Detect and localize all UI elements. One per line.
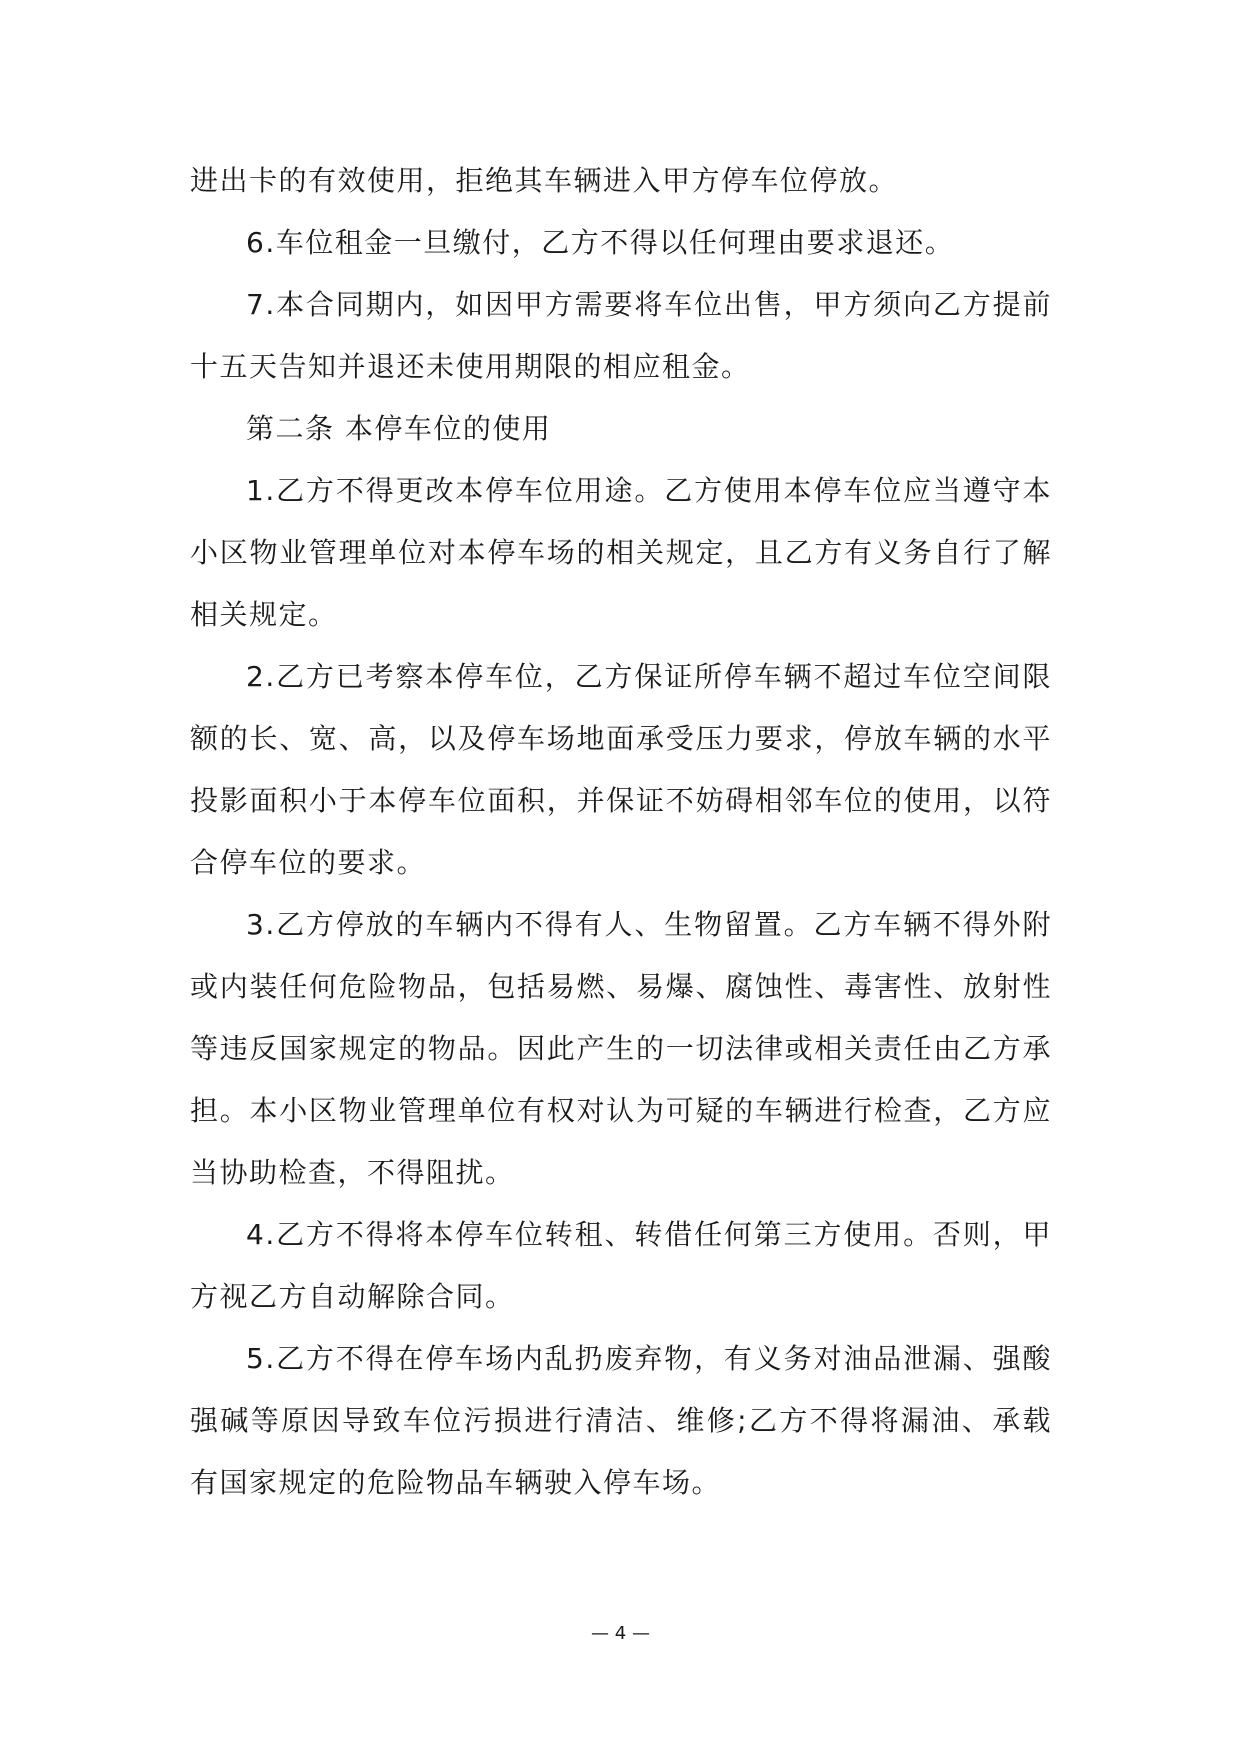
paragraph-usage-4: 4.乙方不得将本停车位转租、转借任何第三方使用。否则，甲方视乙方自动解除合同。: [190, 1218, 1052, 1313]
document-body: [190, 150, 1052, 1514]
paragraph-clause-6: 6.车位租金一旦缴付，乙方不得以任何理由要求退还。: [246, 226, 955, 259]
paragraph-continuation: 进出卡的有效使用，拒绝其车辆进入甲方停车位停放。: [190, 164, 899, 197]
paragraph-clause-7: 7.本合同期内，如因甲方需要将车位出售，甲方须向乙方提前十五天告知并退还未使用期限的相应租金。: [190, 288, 1052, 383]
paragraph-usage-2: 2.乙方已考察本停车位，乙方保证所停车辆不超过车位空间限额的长、宽、高，以及停车场地面承受压力要求，停放车辆的水平投影面积小于本停车位面积，并保证不妨碍相邻车位的使用，以符合停车位的要求。: [190, 660, 1052, 879]
paragraph-usage-3: 3.乙方停放的车辆内不得有人、生物留置。乙方车辆不得外附或内装任何危险物品，包括易燃、易爆、腐蚀性、毒害性、放射性等违反国家规定的物品。因此产生的一切法律或相关责任由乙方承担。本小区物业管理单位有权对认为可疑的车辆进行检查，乙方应当协助检查，不得阻扰。: [190, 908, 1052, 1189]
section-heading-article-2: 第二条 本停车位的使用: [246, 412, 552, 445]
paragraph-usage-1: 1.乙方不得更改本停车位用途。乙方使用本停车位应当遵守本小区物业管理单位对本停车场的相关规定，且乙方有义务自行了解相关规定。: [190, 474, 1052, 631]
page-number: — 4 —: [591, 1623, 650, 1644]
paragraph-usage-5: 5.乙方不得在停车场内乱扔废弃物，有义务对油品泄漏、强酸强碱等原因导致车位污损进行清洁、维修;乙方不得将漏油、承载有国家规定的危险物品车辆驶入停车场。: [190, 1342, 1052, 1499]
